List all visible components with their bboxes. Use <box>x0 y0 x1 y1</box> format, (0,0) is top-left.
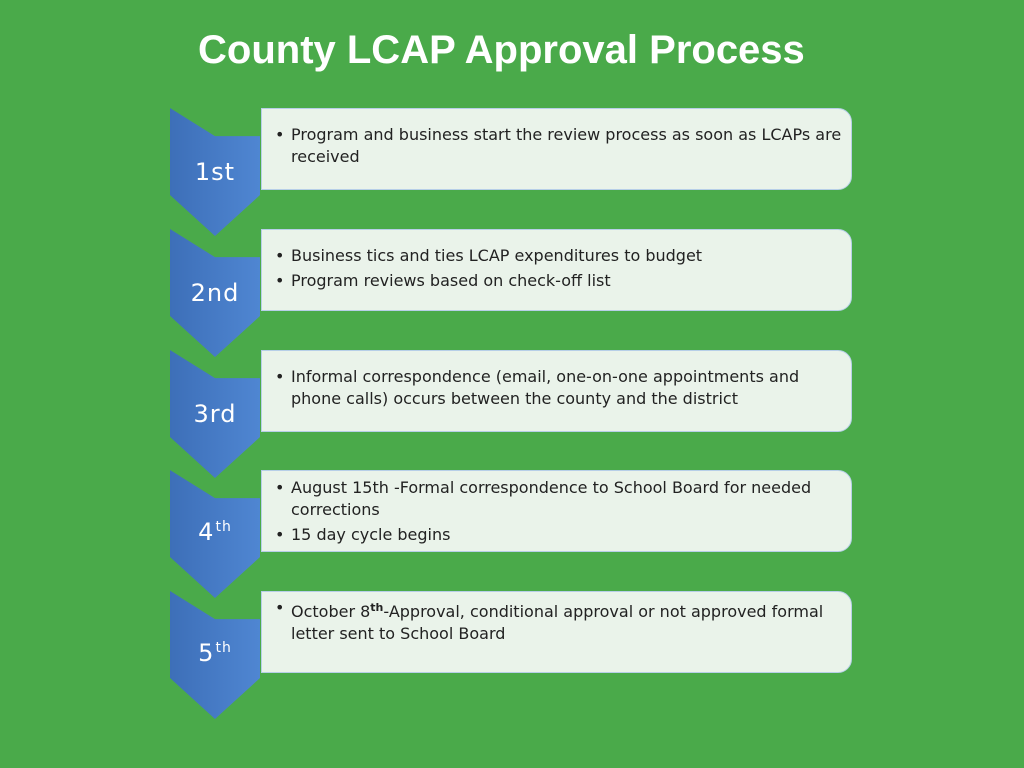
step-bullet-text: October 8 <box>291 602 371 621</box>
step-card <box>261 591 852 673</box>
step-2 <box>0 229 1024 359</box>
step-bullet: • August 15th -Formal correspondence to School Board for needed corrections <box>274 477 845 521</box>
step-bullet: • 15 day cycle begins <box>274 524 845 546</box>
step-5 <box>0 591 1024 721</box>
step-bullet: • Program reviews based on check-off list <box>274 270 845 292</box>
step-bullet-text: -Approval, conditional approval or not approved formal letter sent to School Board <box>291 602 824 643</box>
step-ordinal-suffix: th <box>215 640 232 656</box>
step-bullet: • Business tics and ties LCAP expenditures to budget <box>274 245 845 267</box>
step-bullet: • Program and business start the review process as soon as LCAPs are received <box>274 124 845 168</box>
step-card <box>261 350 852 432</box>
step-ordinal <box>170 639 260 667</box>
step-ordinal-number: 4 <box>198 518 215 546</box>
step-ordinal <box>170 518 260 546</box>
step-ordinal: 2nd <box>190 279 240 307</box>
step-ordinal-number: 5 <box>198 639 215 667</box>
step-ordinal: 3rd <box>193 400 237 428</box>
step-1 <box>0 108 1024 238</box>
step-card <box>261 470 852 552</box>
step-card <box>261 108 852 190</box>
step-4 <box>0 470 1024 600</box>
step-bullet: • Informal correspondence (email, one-on-one appointments and phone calls) occurs between the county and the district <box>274 366 845 410</box>
step-card <box>261 229 852 311</box>
step-bullet-suffix: th <box>370 601 384 614</box>
step-ordinal-suffix: th <box>215 519 232 535</box>
page-title: County LCAP Approval Process <box>198 28 805 72</box>
step-ordinal: 1st <box>194 158 236 186</box>
step-bullet <box>274 597 845 645</box>
step-3 <box>0 350 1024 480</box>
